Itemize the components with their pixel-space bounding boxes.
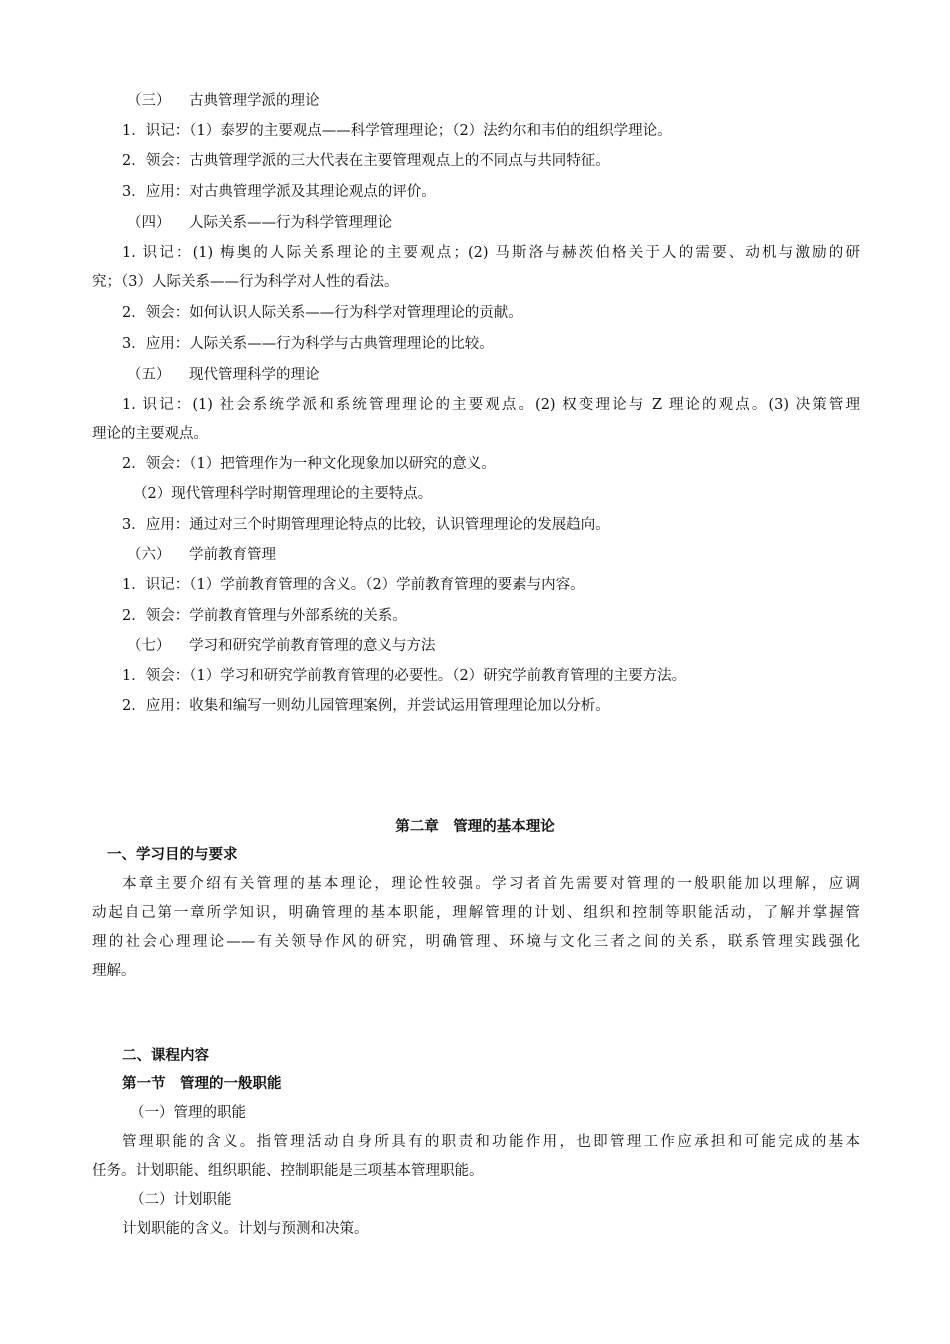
paragraph-line: 2．领会：学前教育管理与外部系统的关系。 <box>122 608 407 624</box>
paragraph-line: （2）现代管理科学时期管理理论的主要特点。 <box>133 486 433 502</box>
paragraph-line: 2．领会：（1）把管理作为一种文化现象加以研究的意义。 <box>122 456 496 472</box>
section-title: 古典管理学派的理论 <box>189 93 320 109</box>
paragraph-line: 1. 识记：(1) 社会系统学派和系统管理理论的主要观点。(2) 权变理论与 Z 理论的观点。(3) 决策管理 <box>122 397 860 413</box>
subsection-heading: 第一节 管理的一般职能 <box>122 1076 282 1092</box>
section-title: 人际关系——行为科学管理理论 <box>189 215 392 231</box>
section-heading <box>127 213 392 233</box>
paragraph-line: 2．应用：收集和编写一则幼儿园管理案例，并尝试运用管理理论加以分析。 <box>122 698 610 714</box>
section-heading <box>127 91 320 111</box>
paragraph-line: 3．应用：人际关系——行为科学与古典管理理论的比较。 <box>122 336 494 352</box>
paragraph-line: 1．识记：（1）学前教育管理的含义。（2）学前教育管理的要素与内容。 <box>122 577 585 593</box>
section-heading <box>127 365 320 385</box>
paragraph-line: 本章主要介绍有关管理的基本理论，理论性较强。学习者首先需要对管理的一般职能加以理解，应调 <box>122 876 860 892</box>
section-number: （七） <box>127 638 171 654</box>
paragraph-line: 1．识记：（1）泰罗的主要观点——科学管理理论；（2）法约尔和韦伯的组织学理论。 <box>122 123 672 139</box>
paragraph-line: 3．应用：对古典管理学派及其理论观点的评价。 <box>122 184 436 200</box>
paragraph-line: 1. 识记：(1) 梅奥的人际关系理论的主要观点；(2) 马斯洛与赫茨伯格关于人的需要、动机与激励的研 <box>122 245 860 261</box>
paragraph-line: 理解。 <box>92 963 136 979</box>
subsection-heading: （二）计划职能 <box>130 1192 232 1208</box>
paragraph-line: 理的社会心理理论——有关领导作风的研究，明确管理、环境与文化三者之间的关系，联系管理实践强化 <box>92 934 860 950</box>
paragraph-line: 究；（3）人际关系——行为科学对人性的看法。 <box>92 274 399 290</box>
section-heading: 二、课程内容 <box>122 1048 209 1064</box>
section-heading <box>127 545 276 565</box>
section-number: （五） <box>127 367 171 383</box>
chapter-title: 第二章 管理的基本理论 <box>395 819 555 835</box>
subsection-heading: （一）管理的职能 <box>130 1105 246 1121</box>
paragraph-line: 3．应用：通过对三个时期管理理论特点的比较，认识管理理论的发展趋向。 <box>122 517 610 533</box>
section-number: （三） <box>127 93 171 109</box>
paragraph-line: 管理职能的含义。指管理活动自身所具有的职责和功能作用，也即管理工作应承担和可能完成的基本 <box>122 1134 860 1150</box>
section-number: （四） <box>127 215 171 231</box>
section-number: （六） <box>127 547 171 563</box>
paragraph-line: 2．领会：古典管理学派的三大代表在主要管理观点上的不同点与共同特征。 <box>122 153 610 169</box>
section-title: 学前教育管理 <box>189 547 276 563</box>
paragraph-line: 1．领会：（1）学习和研究学前教育管理的必要性。（2）研究学前教育管理的主要方法。 <box>122 668 687 684</box>
paragraph-line: 动起自己第一章所学知识，明确管理的基本职能，理解管理的计划、组织和控制等职能活动，了解并掌握管 <box>92 905 860 921</box>
section-title: 学习和研究学前教育管理的意义与方法 <box>189 638 436 654</box>
paragraph-line: 任务。计划职能、组织职能、控制职能是三项基本管理职能。 <box>92 1163 484 1179</box>
paragraph-line: 2．领会：如何认识人际关系——行为科学对管理理论的贡献。 <box>122 305 523 321</box>
paragraph-line: 计划职能的含义。计划与预测和决策。 <box>122 1221 369 1237</box>
section-heading: 一、学习目的与要求 <box>107 847 238 863</box>
section-title: 现代管理科学的理论 <box>189 367 320 383</box>
paragraph-line: 理论的主要观点。 <box>92 426 208 442</box>
section-heading <box>127 636 436 656</box>
